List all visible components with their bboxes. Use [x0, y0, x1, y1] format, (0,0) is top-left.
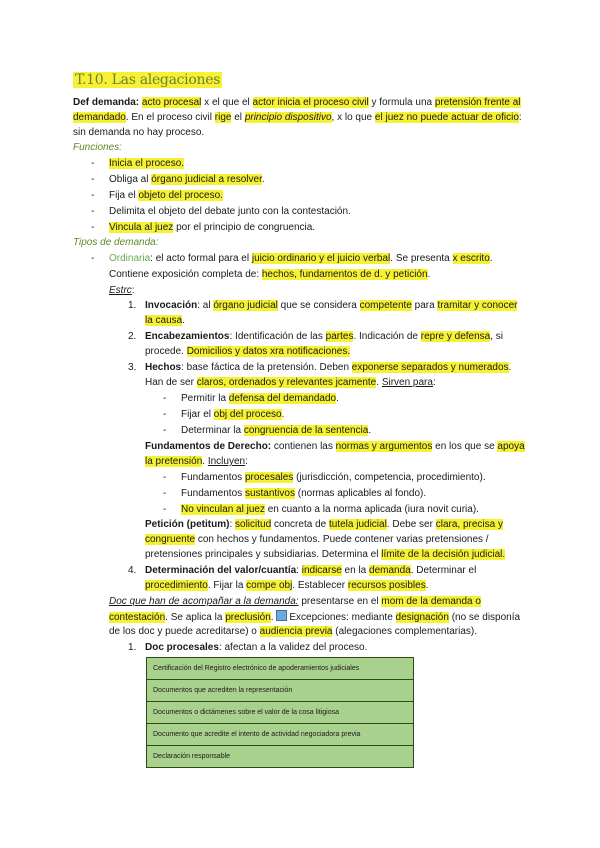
- list-number: 1.: [128, 642, 137, 653]
- funcion-item: Fija el objeto del proceso.: [109, 190, 223, 201]
- def-text: el: [234, 112, 243, 123]
- doc-line-2: contestación. Se aplica la preclusión. Excepciones: mediante designación (no se disponía: [109, 612, 521, 623]
- dash-icon: -: [91, 206, 95, 217]
- list-number: 1.: [128, 300, 137, 311]
- funcion-item: Delimita el objeto del debate junto con la contestación.: [109, 206, 351, 217]
- determinacion-line-1: Determinación del valor/cuantía: indicarse en la demanda. Determinar el: [145, 565, 477, 576]
- estrc-heading: Estrc:: [109, 285, 135, 296]
- table-row: Documentos o dictámenes sobre el valor de la cosa litigiosa: [147, 702, 413, 724]
- def-text: pretensión frente al: [434, 97, 521, 108]
- document-icon: [276, 610, 287, 621]
- ordinaria-line-2: Contiene exposición completa de: hechos, fundamentos de d. y petición.: [109, 269, 431, 280]
- dash-icon: -: [163, 504, 167, 515]
- ordinaria-line-1: Ordinaria: el acto formal para el juicio ordinario y el juicio verbal. Se presenta x escrito.: [109, 253, 493, 264]
- def-line-1: [73, 96, 521, 110]
- table-row: Documento que acredite el intento de actividad negociadora previa: [147, 724, 413, 746]
- dash-icon: -: [163, 409, 167, 420]
- dash-icon: -: [163, 472, 167, 483]
- fundamentos-line-2: la pretensión. Incluyen:: [145, 456, 248, 467]
- peticion-line-3: pretensiones principales y subsidiarias. Determina el límite de la decisión judicial.: [145, 549, 506, 560]
- dash-icon: -: [91, 158, 95, 169]
- def-text: demandado: [73, 112, 126, 123]
- page-title: T.10. Las alegaciones: [75, 72, 221, 88]
- sirven-item: Determinar la congruencia de la sentencia.: [181, 425, 372, 436]
- def-line-2: [73, 111, 522, 125]
- def-line-3: sin demanda no hay proceso.: [73, 127, 205, 138]
- doc-line-3: de los doc y puede acreditarse) o audiencia previa (alegaciones complementarias).: [109, 626, 477, 637]
- table-row: Declaración responsable: [153, 753, 231, 760]
- dash-icon: -: [163, 488, 167, 499]
- def-text: :: [518, 112, 522, 123]
- incluyen-item: Fundamentos sustantivos (normas aplicables al fondo).: [181, 488, 427, 499]
- def-text: rige: [214, 112, 232, 123]
- def-text: actor inicia el proceso civil: [252, 97, 369, 108]
- encabezamientos-line-2: procede. Domicilios y datos xra notificaciones.: [145, 346, 351, 357]
- peticion-line-2: congruente con hechos y fundamentos. Puede contener varias pretensiones /: [145, 534, 489, 545]
- doc-procesales-line: Doc procesales: afectan a la validez del proceso.: [145, 642, 368, 653]
- def-text: el juez no puede actuar de oficio: [374, 112, 519, 123]
- incluyen-item: No vinculan al juez en cuanto a la norma aplicada (iura novit curia).: [181, 504, 479, 515]
- def-label: Def demanda:: [73, 97, 140, 108]
- funciones-heading: Funciones:: [73, 142, 122, 153]
- funcion-item: Obliga al órgano judicial a resolver.: [109, 174, 265, 185]
- table-row: Documentos que acrediten la representación: [147, 680, 413, 702]
- sirven-item: Fijar el obj del proceso.: [181, 409, 285, 420]
- funcion-item: Vincula al juez por el principio de congruencia.: [109, 222, 316, 233]
- tipos-heading: Tipos de demanda:: [73, 237, 159, 248]
- list-number: 4.: [128, 565, 137, 576]
- dash-icon: -: [91, 253, 95, 264]
- def-text: x el que el: [204, 97, 250, 108]
- table-row: Certificación del Registro electrónico de apoderamientos judiciales: [147, 658, 413, 680]
- peticion-line-1: Petición (petitum): solicitud concreta de tutela judicial. Debe ser clara, precisa y: [145, 519, 503, 530]
- invocacion-line-2: la causa.: [145, 315, 186, 326]
- encabezamientos-line-1: Encabezamientos: Identificación de las partes. Indicación de repre y defensa, si: [145, 331, 504, 342]
- list-number: 2.: [128, 331, 137, 342]
- list-number: 3.: [128, 362, 137, 373]
- dash-icon: -: [163, 425, 167, 436]
- def-text: , x lo que: [331, 112, 373, 123]
- def-text: y formula una: [371, 97, 433, 108]
- dash-icon: -: [91, 190, 95, 201]
- funcion-item: Inicia el proceso.: [109, 158, 185, 169]
- sirven-item: Permitir la defensa del demandado.: [181, 393, 339, 404]
- dash-icon: -: [163, 393, 167, 404]
- fundamentos-line-1: Fundamentos de Derecho: contienen las normas y argumentos en los que se apoya: [145, 441, 525, 452]
- def-text: acto procesal: [141, 97, 202, 108]
- hechos-line-1: Hechos: base fáctica de la pretensión. Deben exponerse separados y numerados.: [145, 362, 512, 373]
- dash-icon: -: [91, 222, 95, 233]
- doc-line-1: Doc que han de acompañar a la demanda: presentarse en el mom de la demanda o: [109, 596, 481, 607]
- def-text: principio dispositivo: [244, 112, 332, 123]
- incluyen-item: Fundamentos procesales (jurisdicción, competencia, procedimiento).: [181, 472, 486, 483]
- invocacion-line-1: Invocación: al órgano judicial que se considera competente para tramitar y conocer: [145, 300, 518, 311]
- determinacion-line-2: procedimiento. Fijar la compe obj. Establecer recursos posibles.: [145, 580, 429, 591]
- dash-icon: -: [91, 174, 95, 185]
- doc-procesales-table: [146, 657, 414, 768]
- def-text: . En el proceso civil: [125, 112, 212, 123]
- hechos-line-2: Han de ser claros, ordenados y relevantes jcamente. Sirven para:: [145, 377, 436, 388]
